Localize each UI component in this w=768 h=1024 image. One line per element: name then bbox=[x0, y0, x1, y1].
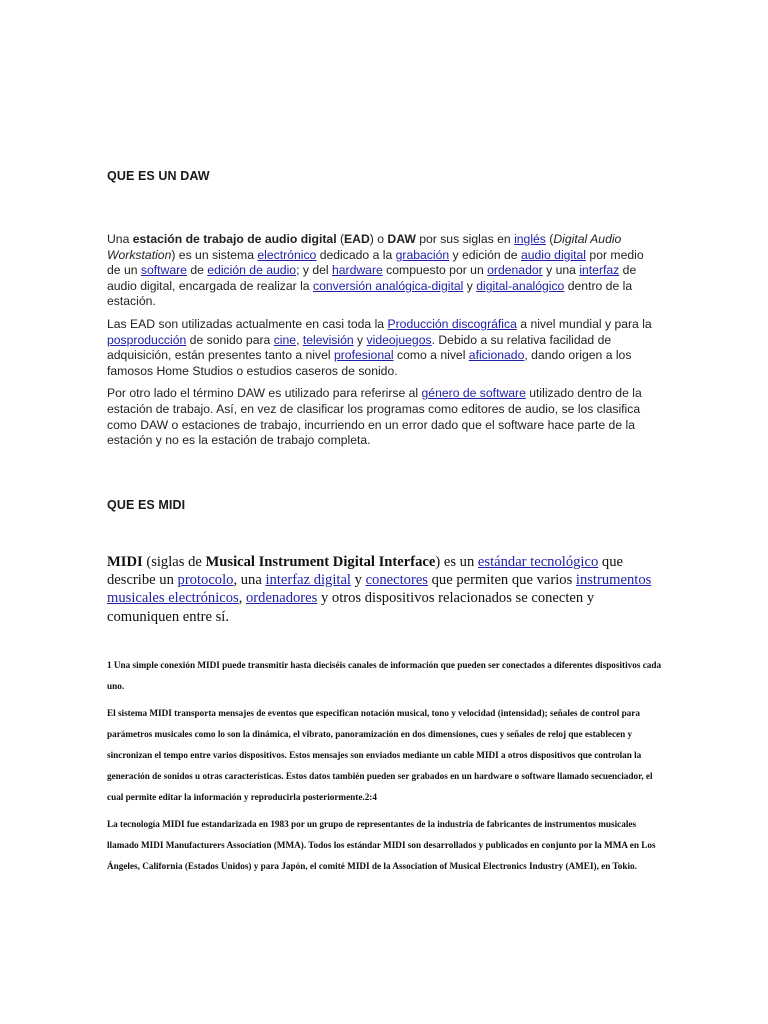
link-aficionado[interactable]: aficionado bbox=[468, 348, 525, 363]
text: ) es un sistema bbox=[171, 247, 258, 262]
link-videojuegos[interactable]: videojuegos bbox=[366, 332, 432, 347]
text: Las EAD son utilizadas actualmente en casi toda la bbox=[107, 316, 388, 331]
text: ) o bbox=[369, 232, 388, 246]
text: de bbox=[186, 263, 208, 278]
link-software[interactable]: software bbox=[140, 263, 187, 278]
text: como a nivel bbox=[393, 348, 469, 363]
link-interfaz[interactable]: interfaz bbox=[579, 263, 620, 278]
link-interfaz-digital[interactable]: interfaz digital bbox=[265, 572, 351, 589]
text: Una bbox=[107, 232, 133, 246]
link-posproduccion[interactable]: posproducción bbox=[107, 332, 187, 347]
text: y otros dispositivos relacionados se conecten y comuniquen entre sí. bbox=[107, 590, 595, 625]
text: por medio de un bbox=[107, 247, 644, 278]
text: , dando origen a los famosos Home Studios o estudios caseros de sonido. bbox=[107, 348, 632, 378]
text: dentro de la estación. bbox=[107, 278, 633, 309]
link-ordenador[interactable]: ordenador bbox=[487, 263, 543, 278]
midi-detail-paragraph-2: El sistema MIDI transporta mensajes de eventos que especifican notación musical, tono y velocidad (intensidad); señales de control para parámetros musicales como lo son la dinámica, el vibrato, panoramización en dos dimensiones, cues y señales de reloj que establecen y sincronizan el tempo entre varios dispositivos. Estos mensajes son enviados mediante un cable MIDI a otros dispositivos que controlan la generación de sonidos u otras características. Estos datos también pueden ser grabados en un hardware o software llamado secuenciador, el cual permite editar la información y reproducirla posteriormente.2:4 bbox=[107, 708, 653, 802]
link-conversion-analogica-digital[interactable]: conversión analógica-digital bbox=[312, 278, 464, 293]
link-protocolo[interactable]: protocolo bbox=[177, 572, 234, 589]
text: y bbox=[353, 332, 367, 347]
midi-detail-paragraph-1: 1 Una simple conexión MIDI puede transmitir hasta dieciséis canales de información que pueden ser conectados a diferentes dispositivos cada uno. bbox=[107, 660, 662, 691]
text: . Debido a su relativa facilidad de adquisición, están presentes tanto a nivel bbox=[107, 332, 612, 363]
link-grabacion[interactable]: grabación bbox=[395, 247, 450, 262]
bold-term-midi: MIDI bbox=[107, 554, 143, 570]
bold-term-musical-instrument: Musical Instrument Digital Interface bbox=[205, 554, 436, 570]
link-ingles[interactable]: inglés bbox=[514, 232, 546, 246]
bold-term-estacion: estación de trabajo de audio digital bbox=[132, 232, 337, 246]
text: compuesto por un bbox=[382, 263, 488, 278]
text: y bbox=[463, 278, 477, 293]
text: que describe un bbox=[107, 554, 623, 589]
link-conectores[interactable]: conectores bbox=[365, 572, 428, 589]
text: , bbox=[238, 590, 246, 607]
midi-heading: QUE ES MIDI bbox=[107, 498, 186, 512]
daw-paragraph-3 bbox=[107, 386, 657, 448]
midi-details bbox=[107, 655, 663, 883]
text: (siglas de bbox=[142, 554, 206, 570]
text: ) es un bbox=[435, 554, 478, 570]
midi-lead-paragraph bbox=[107, 553, 657, 626]
text: y una bbox=[542, 263, 580, 278]
bold-term-daw: DAW bbox=[387, 232, 416, 246]
italic-term: Digital Audio Workstation bbox=[107, 232, 622, 262]
text: ( bbox=[545, 232, 554, 246]
link-audio-digital[interactable]: audio digital bbox=[520, 247, 587, 262]
daw-section-body bbox=[107, 232, 657, 456]
text: , una bbox=[233, 572, 266, 589]
link-estandar-tecnologico[interactable]: estándar tecnológico bbox=[477, 554, 599, 570]
link-electronico[interactable]: electrónico bbox=[257, 247, 317, 262]
text: Por otro lado el término DAW es utilizado para referirse al bbox=[107, 386, 422, 401]
daw-heading: QUE ES UN DAW bbox=[107, 169, 210, 183]
text: a nivel mundial y para la bbox=[516, 316, 652, 331]
text: que permiten que varios bbox=[427, 572, 576, 589]
link-profesional[interactable]: profesional bbox=[333, 348, 394, 363]
text: de audio digital, encargada de realizar la bbox=[107, 263, 637, 293]
link-produccion-discografica[interactable]: Producción discográfica bbox=[387, 316, 517, 331]
text: ( bbox=[336, 232, 345, 246]
text: y edición de bbox=[449, 247, 521, 262]
text: de sonido para bbox=[186, 332, 274, 347]
link-cine[interactable]: cine bbox=[273, 332, 297, 347]
link-instrumentos-musicales[interactable]: instrumentos musicales electrónicos bbox=[107, 572, 652, 607]
link-television[interactable]: televisión bbox=[302, 332, 354, 347]
midi-detail-paragraph-3: La tecnología MIDI fue estandarizada en 1983 por un grupo de representantes de la industria de fabricantes de instrumentos musicales llamado MIDI Manufacturers Association (MMA). Todos los estándar MIDI son desarrollados y publicados en conjunto por la MMA en Los Ángeles, California (Estados Unidos) y para Japón, el comité MIDI de la Association of Musical Electronics Industry (AMEI), en Tokio. bbox=[107, 819, 656, 871]
daw-paragraph-1 bbox=[107, 232, 657, 310]
daw-paragraph-2 bbox=[107, 317, 657, 379]
text: ; y del bbox=[296, 263, 332, 278]
link-digital-analogico[interactable]: digital-analógico bbox=[476, 278, 565, 293]
link-ordenadores[interactable]: ordenadores bbox=[246, 590, 318, 607]
link-hardware[interactable]: hardware bbox=[331, 263, 383, 278]
bold-term-ead: EAD bbox=[344, 232, 370, 246]
link-edicion-audio[interactable]: edición de audio bbox=[207, 263, 297, 278]
link-genero-software[interactable]: género de software bbox=[421, 386, 526, 401]
text: por sus siglas en bbox=[415, 232, 515, 246]
text: dedicado a la bbox=[316, 247, 396, 262]
text: utilizado dentro de la estación de trabajo. Así, en vez de clasificar los programas como editores de audio, se los clasifica como DAW o estaciones de trabajo, incurriendo en un error dado que el software hace parte de la estación y no es la estación de trabajo completa. bbox=[107, 386, 642, 448]
text: y bbox=[350, 572, 366, 589]
text: , bbox=[296, 332, 303, 347]
